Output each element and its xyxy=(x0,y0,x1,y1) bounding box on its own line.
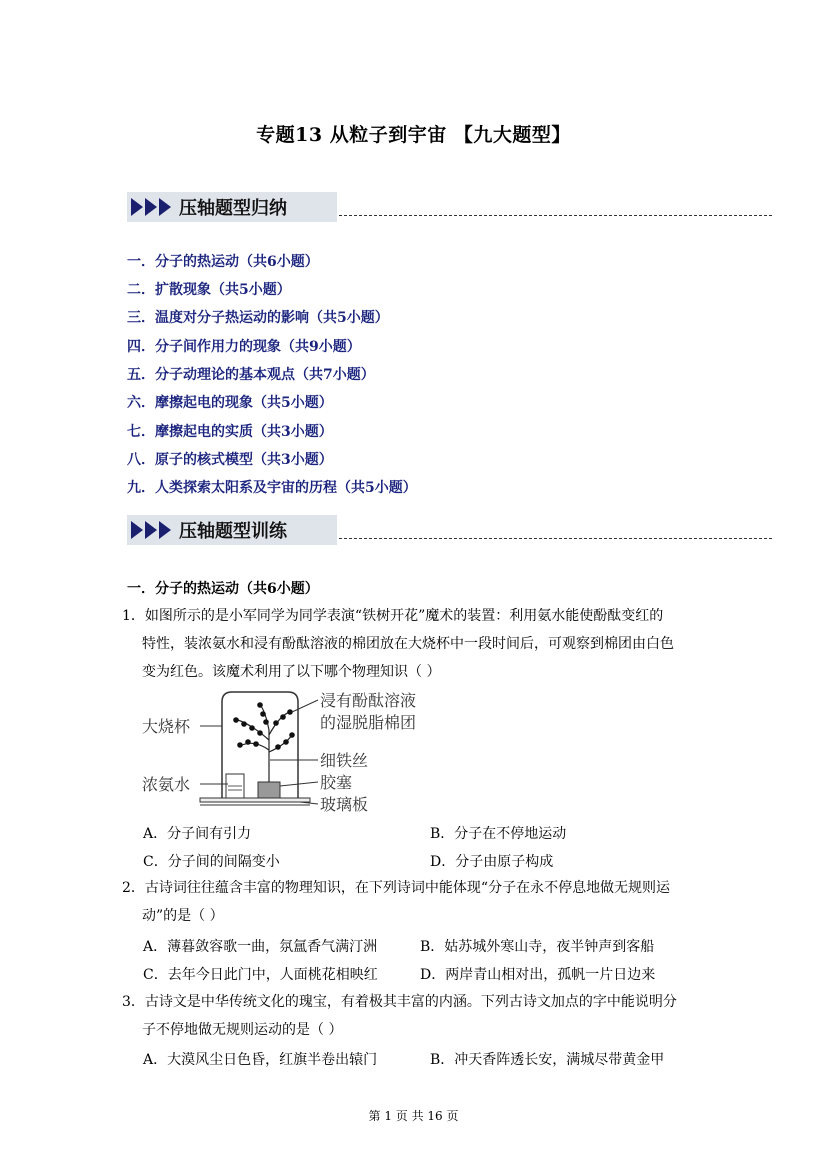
toc-item-9[interactable]: 九．人类探索太阳系及宇宙的历程（共5小题） xyxy=(127,480,417,496)
toc-item-2[interactable]: 二．扩散现象（共5小题） xyxy=(127,282,291,298)
question-1-line1: 1．如图所示的是小军同学为同学表演“铁树开花”魔术的装置：利用氨水能使酚酞变红的 xyxy=(122,608,664,624)
q1-option-d[interactable]: D．分子由原子构成 xyxy=(430,854,554,870)
toc-item-7[interactable]: 七．摩擦起电的实质（共3小题） xyxy=(127,424,333,440)
figure-label-wire: 细铁丝 xyxy=(320,751,369,770)
q3-option-a[interactable]: A．大漠风尘日色昏，红旗半卷出辕门 xyxy=(143,1052,378,1068)
page-footer: 第 1 页 共 16 页 xyxy=(368,1109,459,1123)
figure-label-cotton-2: 的湿脱脂棉团 xyxy=(320,713,417,732)
section-banner-summary xyxy=(127,192,772,222)
q1-option-a[interactable]: A．分子间有引力 xyxy=(143,826,252,842)
toc-item-6[interactable]: 六．摩擦起电的现象（共5小题） xyxy=(127,395,333,411)
figure-label-glass: 玻璃板 xyxy=(320,795,369,814)
question-2-line2: 动”的是（ ） xyxy=(142,908,224,924)
question-2-line1: 2．古诗词往往蕴含丰富的物理知识，在下列诗词中能体现“分子在永不停息地做无规则运 xyxy=(122,880,671,896)
q1-option-c[interactable]: C．分子间的间隔变小 xyxy=(143,854,280,870)
question-1-line2: 特性，装浓氨水和浸有酚酞溶液的棉团放在大烧杯中一段时间后，可观察到棉团由白色 xyxy=(142,636,674,652)
section-banner-training xyxy=(127,515,772,545)
banner-summary-graphic xyxy=(127,192,337,222)
question-1-line3: 变为红色。该魔术利用了以下哪个物理知识（ ） xyxy=(142,664,441,680)
section-heading: 一．分子的热运动（共6小题） xyxy=(127,581,319,597)
toc-item-4[interactable]: 四．分子间作用力的现象（共9小题） xyxy=(127,339,361,355)
toc-item-5[interactable]: 五．分子动理论的基本观点（共7小题） xyxy=(127,367,375,383)
toc-item-1[interactable]: 一．分子的热运动（共6小题） xyxy=(127,254,319,270)
toc-item-3[interactable]: 三．温度对分子热运动的影响（共5小题） xyxy=(127,310,389,326)
q2-option-b[interactable]: B．姑苏城外寒山寺，夜半钟声到客船 xyxy=(420,939,655,955)
q2-option-c[interactable]: C．去年今日此门中，人面桃花相映红 xyxy=(143,967,378,983)
question-3-line2: 子不停地做无规则运动的是（ ） xyxy=(142,1022,343,1038)
banner-divider xyxy=(339,215,772,216)
banner-summary-label: 压轴题型归纳 xyxy=(179,198,287,219)
question-2 xyxy=(122,874,702,930)
question-1 xyxy=(122,602,702,686)
q1-option-b[interactable]: B．分子在不停地运动 xyxy=(430,826,567,842)
banner-divider xyxy=(339,538,772,539)
banner-training-label: 压轴题型训练 xyxy=(179,521,287,542)
toc-item-8[interactable]: 八．原子的核式模型（共3小题） xyxy=(127,452,333,468)
q3-option-b[interactable]: B．冲天香阵透长安，满城尽带黄金甲 xyxy=(430,1052,665,1068)
question-3 xyxy=(122,988,702,1044)
figure-label-plug: 胶塞 xyxy=(320,773,353,792)
q2-option-a[interactable]: A．薄暮敛容歌一曲，氛氲香气满汀洲 xyxy=(143,939,378,955)
figure-label-beaker: 大烧杯 xyxy=(142,717,191,736)
banner-training-graphic xyxy=(127,515,337,545)
figure-label-cotton-1: 浸有酚酞溶液 xyxy=(320,691,417,710)
figure-label-ammonia: 浓氨水 xyxy=(142,775,191,794)
page-title: 专题13 从粒子到宇宙 【九大题型】 xyxy=(256,124,571,146)
question-3-line1: 3．古诗文是中华传统文化的瑰宝，有着极其丰富的内涵。下列古诗文加点的字中能说明分 xyxy=(122,994,677,1010)
experiment-figure xyxy=(140,690,417,815)
q2-option-d[interactable]: D．两岸青山相对出，孤帆一片日边来 xyxy=(420,967,656,983)
